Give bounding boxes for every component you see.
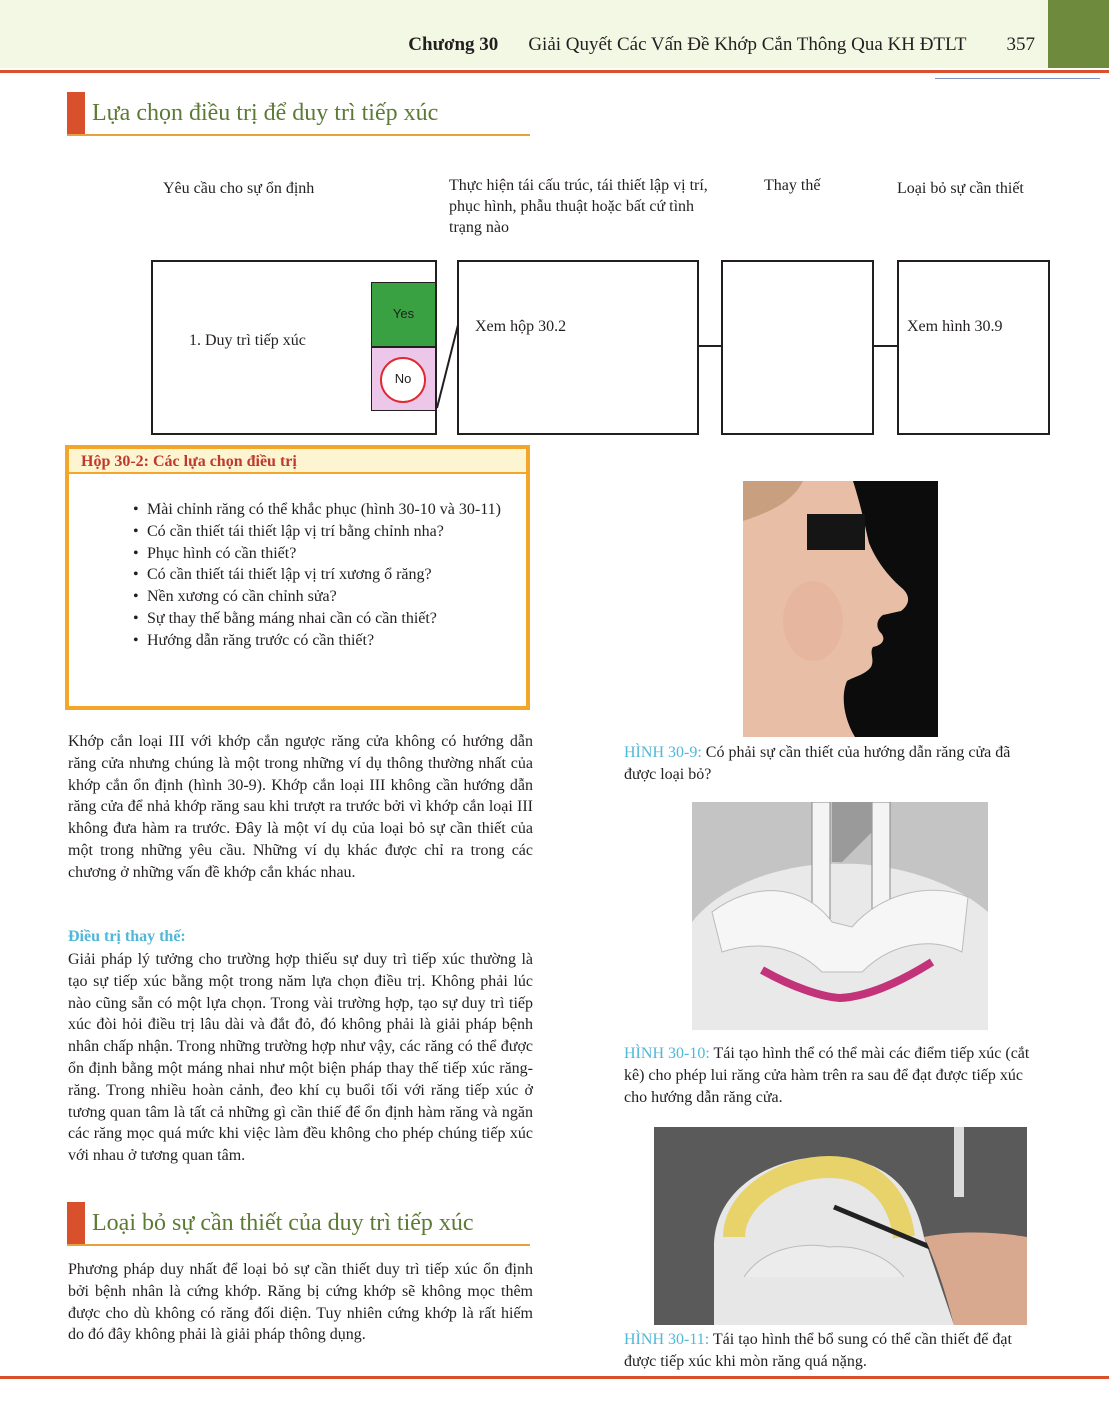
caption-text: Tái tạo hình thể có thể mài các điểm tiếp xúc (cắt kê) cho phép lui răng cửa hàm trên ra sau để đạt được tiếp xúc cho hướng dẫn răng cửa.: [624, 1045, 1030, 1106]
see-figure-link: Xem hình 30.9: [907, 318, 1003, 335]
figure-30-10-caption: [624, 1043, 1034, 1108]
figure-30-11-photo: [654, 1127, 1027, 1325]
list-item: • Sự thay thế bằng máng nhai cần có cần thiết?: [133, 608, 513, 630]
list-item: • Nền xương có cần chỉnh sửa?: [133, 586, 513, 608]
diagram-connector: [872, 345, 899, 347]
diagram-connector: [697, 345, 724, 347]
see-box-link: Xem hộp 30.2: [475, 318, 567, 335]
heading-marker: [67, 1202, 85, 1244]
section-title: Lựa chọn điều trị để duy trì tiếp xúc: [92, 100, 439, 126]
list-item: • Mài chỉnh răng có thể khắc phục (hình 30-10 và 30-11): [133, 499, 513, 521]
caption-label: HÌNH 30-10:: [624, 1045, 710, 1062]
page-number: 357: [1006, 34, 1035, 55]
figure-30-9-photo: [743, 481, 938, 737]
section-title: Loại bỏ sự cần thiết của duy trì tiếp xúc: [92, 1210, 474, 1236]
heading-marker: [67, 92, 85, 134]
caption-text: Tái tạo hình thể bổ sung có thể cần thiết để đạt được tiếp xúc khi mòn răng quá nặng.: [624, 1331, 1012, 1370]
caption-label: HÌNH 30-11:: [624, 1331, 710, 1348]
no-label: No: [394, 371, 412, 386]
diagram-col-treatment: Thực hiện tái cấu trúc, tái thiết lập vị trí, phục hình, phẫu thuật hoặc bất cứ tình trạng nào: [449, 177, 708, 236]
list-item: • Có cần thiết tái thiết lập vị trí xương ổ răng?: [133, 564, 513, 586]
section-heading: [67, 1202, 530, 1246]
yes-label: Yes: [392, 306, 415, 321]
header-rule: [0, 70, 1109, 73]
diagram-box-substitute: [721, 260, 874, 435]
header-thin-rule: [935, 78, 1100, 79]
diagram-item-label: 1. Duy trì tiếp xúc: [189, 332, 306, 349]
section-heading: [67, 92, 530, 136]
box-title: Hộp 30-2: Các lựa chọn điều trị: [81, 453, 297, 470]
diagram-col-eliminate: Loại bỏ sự cần thiết: [897, 180, 1024, 197]
footer-rule: [0, 1376, 1109, 1379]
diagram-box-treatment: [457, 260, 699, 435]
dental-cast-illustration: [692, 802, 988, 1030]
list-item: • Hướng dẫn răng trước có cần thiết?: [133, 630, 513, 652]
chapter-title: Giải Quyết Các Vấn Đề Khớp Cắn Thông Qua KH ĐTLT: [528, 34, 967, 55]
diagram-col-substitute: Thay thế: [764, 177, 821, 194]
profile-photo-illustration: [743, 481, 938, 737]
caption-label: HÌNH 30-9:: [624, 744, 702, 761]
chapter-label: Chương 30: [408, 34, 499, 55]
caption-text: Có phải sự cần thiết của hướng dẫn răng cửa đã được loại bỏ?: [624, 744, 1011, 783]
paragraph-ankylosis: Phương pháp duy nhất để loại bỏ sự cần thiết duy trì tiếp xúc ổn định bởi bệnh nhân là cứng khớp. Răng bị cứng khớp sẽ không mọc thêm được cho dù không có răng đối diện. Tuy nhiên cứng khớp là rất hiếm do đó đây không phải là giải pháp thông dụng.: [68, 1261, 533, 1344]
dental-model-illustration: [654, 1127, 1027, 1325]
eye-mask: [807, 514, 865, 550]
header-tab: [1048, 0, 1109, 68]
treatment-options-list: [133, 499, 513, 652]
diagram-col-requirement: Yêu cầu cho sự ổn định: [163, 180, 315, 197]
list-item: • Phục hình có cần thiết?: [133, 543, 513, 565]
paragraph-class-iii: Khớp cắn loại III với khớp cắn ngược răng cửa không có hướng dẫn răng cửa nhưng chúng là một trong những ví dụ thông thường nhất của khớp cắn ổn định (hình 30-9). Khớp cắn loại III không cần hướng dẫn răng cửa để nhả khớp răng sau khi trượt ra trước bởi vì khớp cắn loại III không đưa hàm ra trước. Đây là một ví dụ của loại bỏ sự cần thiết của một trong những yêu cầu. Những ví dụ khác được chỉ ra trong các chương ở những vấn đề khớp cắn khác nhau.: [68, 733, 533, 881]
running-header: [408, 34, 1035, 56]
diagram-box-eliminate: [897, 260, 1050, 435]
figure-30-11-caption: [624, 1329, 1034, 1373]
paragraph-substitute: Giải pháp lý tưởng cho trường hợp thiếu sự duy trì tiếp xúc thường là tạo sự tiếp xúc bằng một trong năm lựa chọn điều trị. Không phải lúc nào cũng sẵn có một lựa chọn. Trong vài trường hợp, tạo sự duy trì tiếp xúc đòi hỏi điều trị lâu dài và đắt đỏ, đó không phải là giải pháp bệnh nhân chấp nhận. Trong những trường hợp như vậy, các răng có thể được ổn định bằng một máng nhai như một biện pháp thay thế tiếp xúc răng-răng. Trong nhiều hoàn cảnh, đeo khí cụ buổi tối với răng tiếp xúc ở tương quan tâm là tất cả những gì cần thiế để ổn định hàm răng và ngăn các răng mọc quá mức khi việc làm đều không cho phép chúng tiếp xúc với nhau ở tương quan tâm.: [68, 951, 533, 1165]
box-30-2: [65, 445, 530, 710]
figure-30-9-caption: [624, 742, 1034, 786]
list-item: • Có cần thiết tái thiết lập vị trí bằng chỉnh nha?: [133, 521, 513, 543]
subheading-substitute: Điều trị thay thế:: [68, 928, 186, 945]
figure-30-10-photo: [692, 802, 988, 1030]
